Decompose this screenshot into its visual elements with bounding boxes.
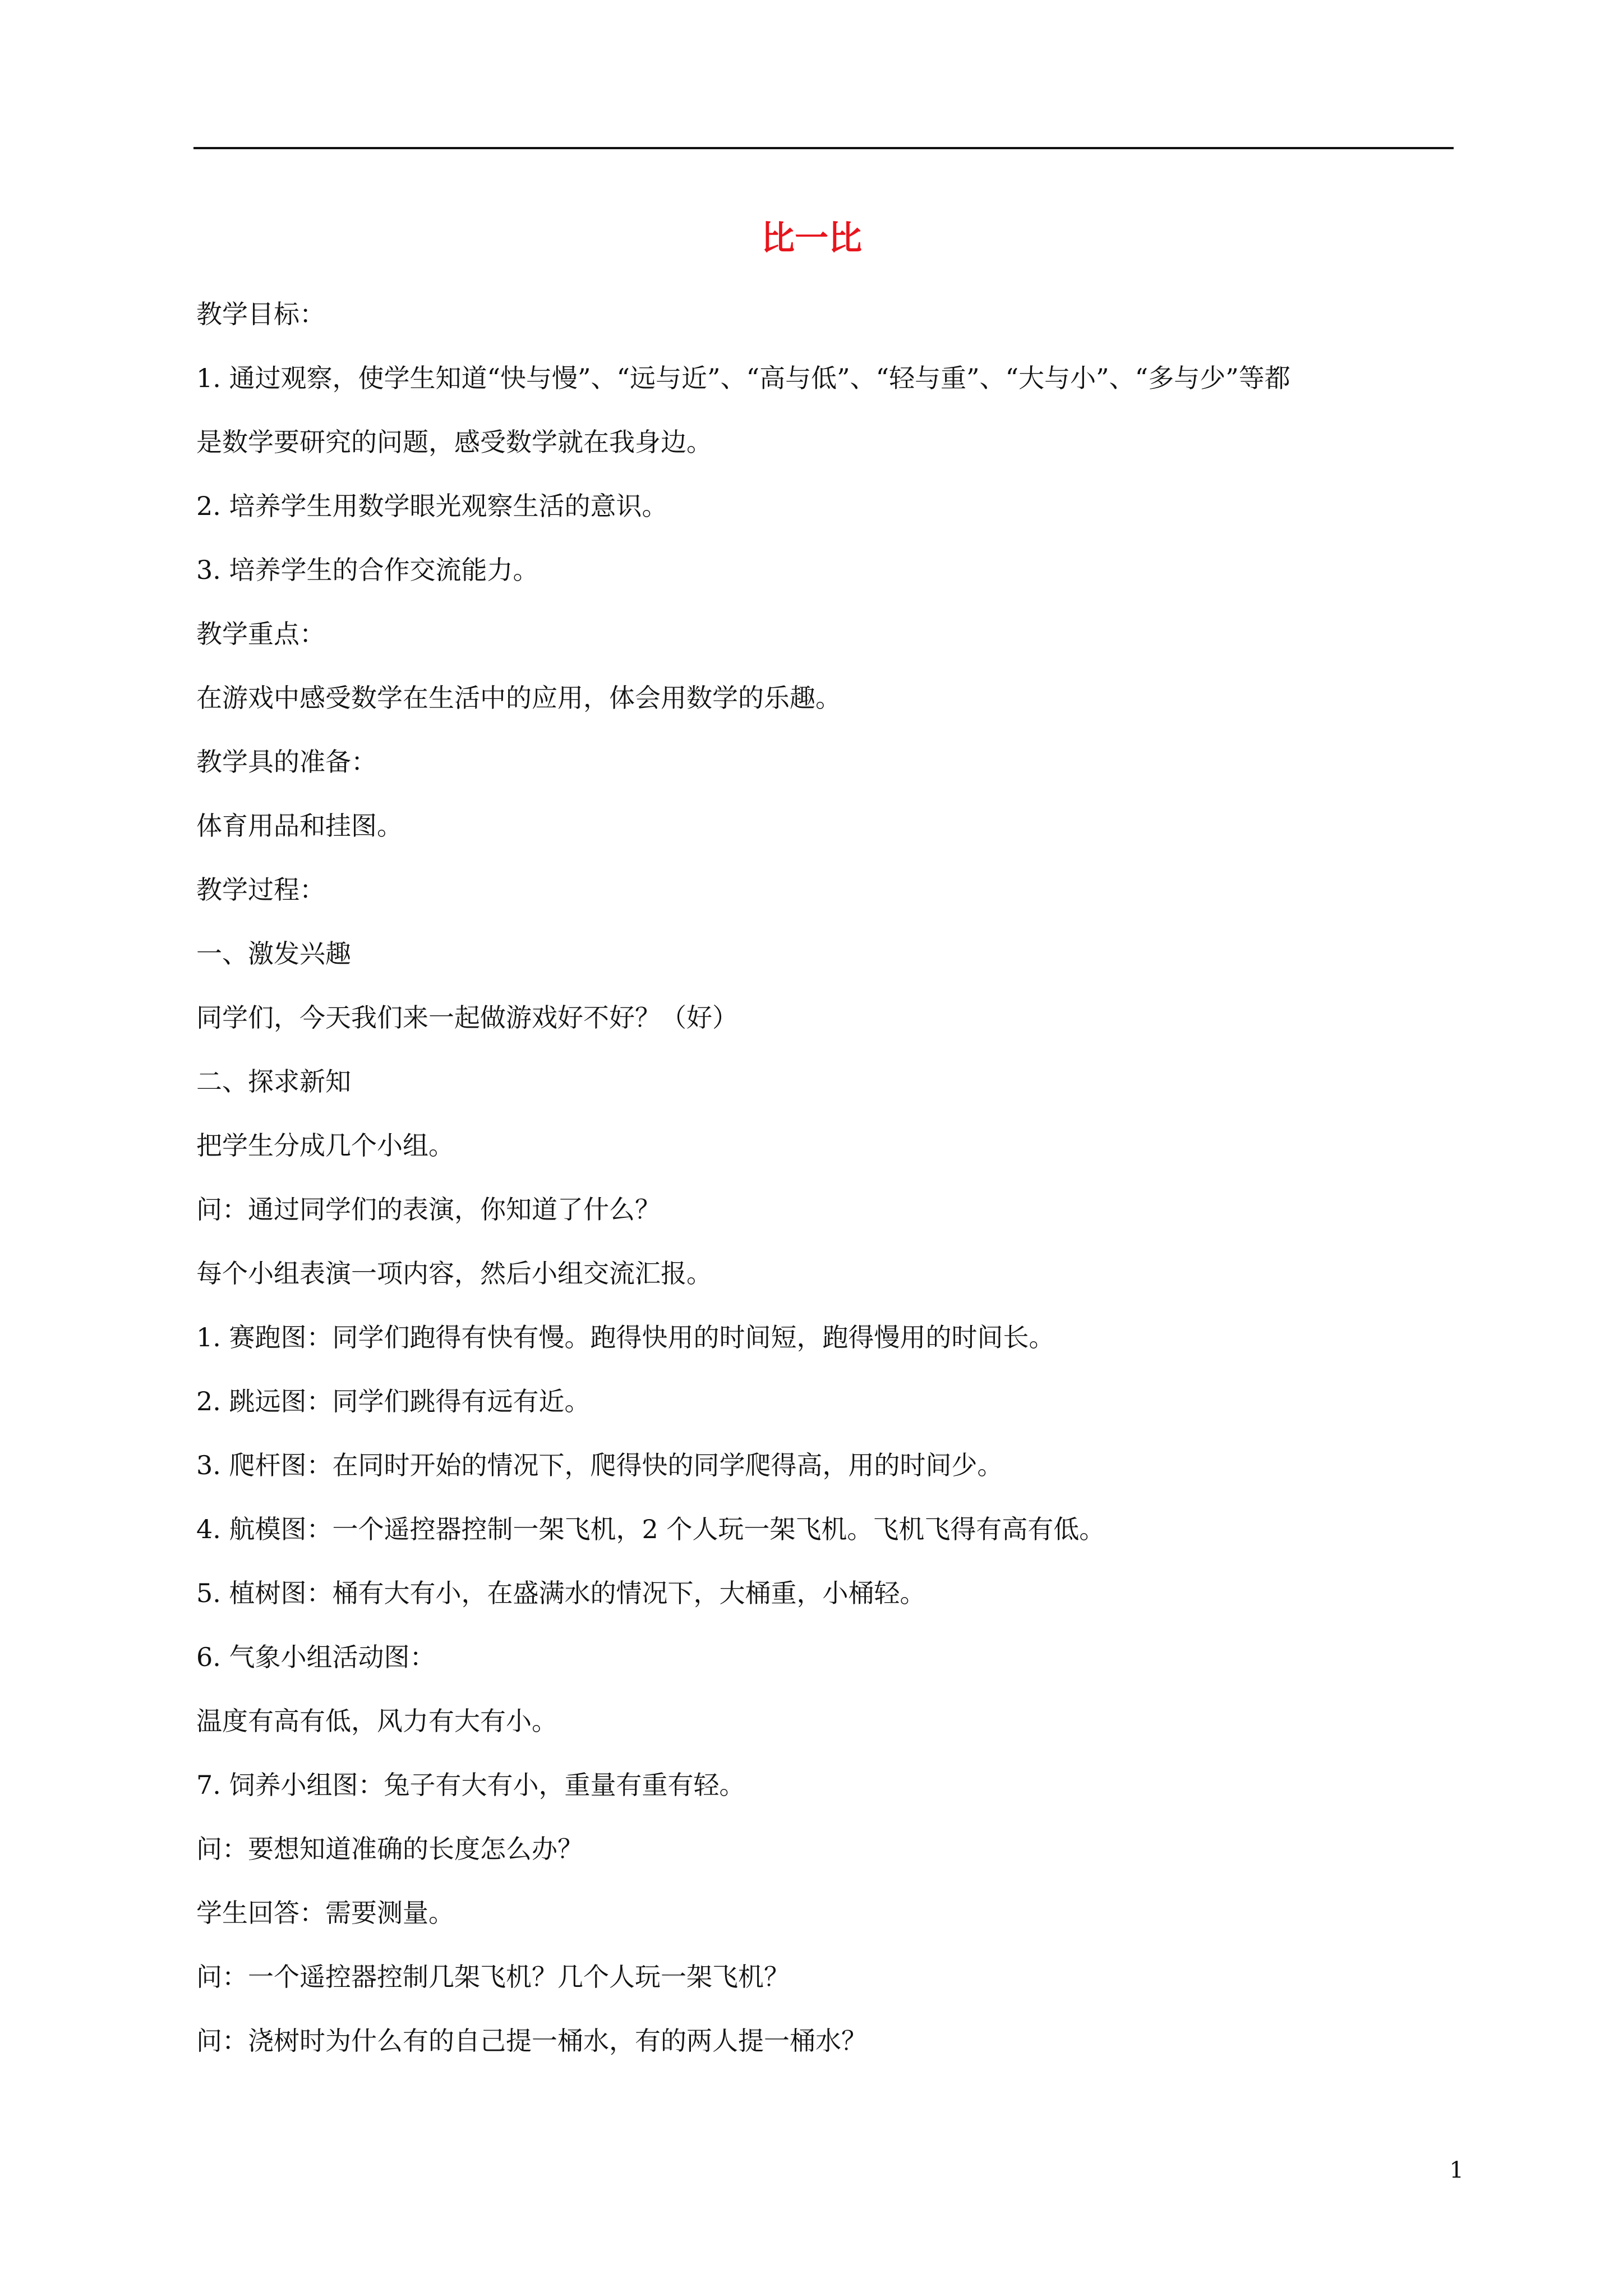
activity-item-7: 7. 饲养小组图：兔子有大有小，重量有重有轻。: [196, 1770, 745, 1800]
section-heading-goals: 教学目标：: [196, 299, 325, 329]
document-body: [196, 299, 1458, 2090]
activity-item-5: 5. 植树图：桶有大有小，在盛满水的情况下，大桶重，小桶轻。: [196, 1578, 926, 1608]
activity-item-4: 4. 航模图：一个遥控器控制一架飞机，2 个人玩一架飞机。飞机飞得有高有低。: [196, 1514, 1105, 1544]
activity-item-6-text: 温度有高有低，风力有大有小。: [196, 1706, 557, 1736]
question-text: 问：浇树时为什么有的自己提一桶水，有的两人提一桶水？: [196, 2026, 867, 2056]
goal-item-2: 2. 培养学生用数学眼光观察生活的意识。: [196, 491, 668, 521]
materials-text: 体育用品和挂图。: [196, 811, 403, 841]
process-text: 每个小组表演一项内容，然后小组交流汇报。: [196, 1258, 712, 1289]
header-rule: [193, 147, 1454, 149]
activity-item-1: 1. 赛跑图：同学们跑得有快有慢。跑得快用的时间短，跑得慢用的时间长。: [196, 1322, 1055, 1352]
goal-item-1: 1. 通过观察，使学生知道“快与慢”、“远与近”、“高与低”、“轻与重”、“大与小”、“多与少”等都: [196, 363, 1290, 393]
question-text: 问：通过同学们的表演，你知道了什么？: [196, 1194, 661, 1225]
goal-item-3: 3. 培养学生的合作交流能力。: [196, 555, 539, 585]
process-step-2-heading: 二、探求新知: [196, 1066, 351, 1097]
answer-text: 学生回答：需要测量。: [196, 1898, 454, 1928]
process-text: 把学生分成几个小组。: [196, 1130, 454, 1161]
question-text: 问：一个遥控器控制几架飞机？几个人玩一架飞机？: [196, 1962, 790, 1992]
page-number: 1: [1449, 2157, 1464, 2183]
question-text: 问：要想知道准确的长度怎么办？: [196, 1834, 583, 1864]
goal-item-1-continued: 是数学要研究的问题，感受数学就在我身边。: [196, 427, 712, 457]
focus-text: 在游戏中感受数学在生活中的应用，体会用数学的乐趣。: [196, 683, 841, 713]
section-heading-materials: 教学具的准备：: [196, 747, 377, 777]
activity-item-3: 3. 爬杆图：在同时开始的情况下，爬得快的同学爬得高，用的时间少。: [196, 1450, 1003, 1480]
process-step-1-text: 同学们，今天我们来一起做游戏好不好？（好）: [196, 1002, 738, 1033]
section-heading-process: 教学过程：: [196, 875, 325, 905]
document-title: 比一比: [761, 219, 862, 258]
activity-item-2: 2. 跳远图：同学们跳得有远有近。: [196, 1386, 591, 1416]
section-heading-focus: 教学重点：: [196, 619, 325, 649]
activity-item-6: 6. 气象小组活动图：: [196, 1642, 436, 1672]
process-step-1-heading: 一、激发兴趣: [196, 938, 351, 969]
